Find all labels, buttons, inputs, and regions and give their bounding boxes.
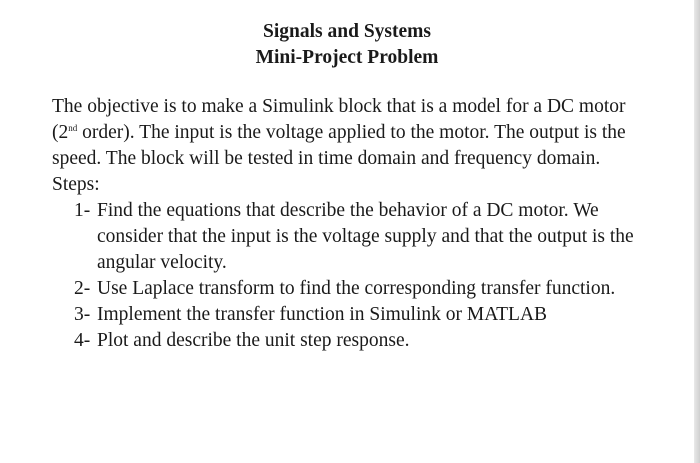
step-item-3 bbox=[52, 302, 652, 328]
steps-heading: Steps: bbox=[52, 174, 100, 195]
step-number: 2- bbox=[74, 278, 91, 299]
title-line-1: Signals and Systems bbox=[263, 21, 431, 42]
steps-list bbox=[52, 198, 652, 354]
step-item-1 bbox=[52, 198, 652, 276]
step-text: Plot and describe the unit step response. bbox=[97, 330, 410, 351]
objective-paragraph bbox=[52, 94, 652, 172]
document-body bbox=[52, 94, 652, 354]
ordinal-superscript: nd bbox=[68, 123, 78, 133]
document-title bbox=[0, 19, 694, 71]
step-text: Implement the transfer function in Simulink or MATLAB bbox=[97, 304, 548, 325]
title-line-2: Mini-Project Problem bbox=[255, 47, 439, 68]
page-edge-shadow bbox=[694, 0, 700, 463]
objective-text-end: order). The input is the voltage applied to the motor. The output is the speed. The block will be tested in time domain and frequency domain. bbox=[52, 122, 626, 169]
objective-text-start: The objective is to make a Simulink block that is a model for a DC motor (2 bbox=[52, 96, 626, 143]
step-item-4 bbox=[52, 328, 652, 354]
step-text: Use Laplace transform to find the corresponding transfer function. bbox=[97, 278, 616, 299]
step-number: 1- bbox=[74, 200, 91, 221]
step-text: Find the equations that describe the behavior of a DC motor. We consider that the input is the voltage supply and that the output is the angular velocity. bbox=[97, 200, 634, 273]
step-item-2 bbox=[52, 276, 652, 302]
step-number: 3- bbox=[74, 304, 91, 325]
step-number: 4- bbox=[74, 330, 91, 351]
